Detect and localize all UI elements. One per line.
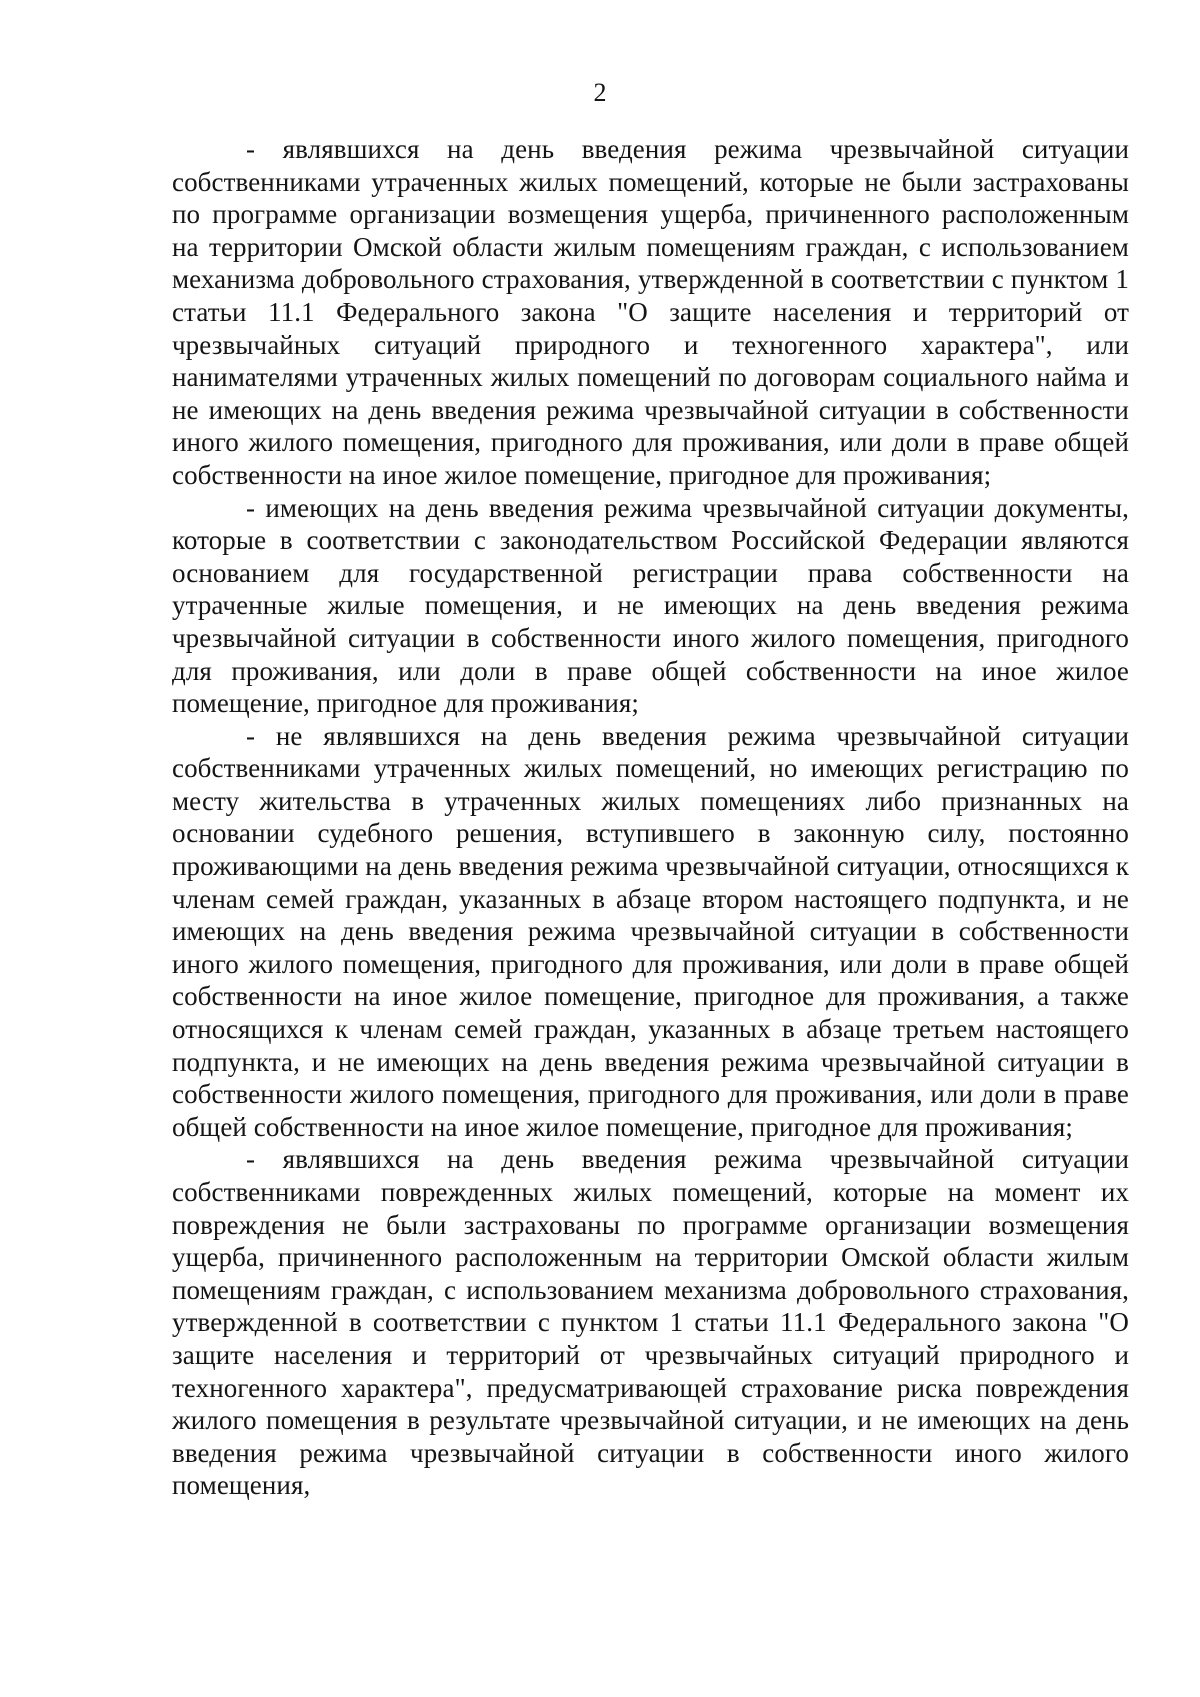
paragraph-4: - являвшихся на день введения режима чрезвычайной ситуации собственниками поврежденных жилых помещений, которые на момент их повреждения не были застрахованы по программе организации возмещения ущерба, причиненного расположенным на территории Омской области жилым помещениям граждан, с использованием механизма добровольного страхования, утвержденной в соответствии с пунктом 1 статьи 11.1 Федерального закона "О защите населения и территорий от чрезвычайных ситуаций природного и техногенного характера", предусматривающей страхование риска повреждения жилого помещения в результате чрезвычайной ситуации, и не имеющих на день введения режима чрезвычайной ситуации в собственности иного жилого помещения, <box>172 1144 1129 1501</box>
paragraph-2: - имеющих на день введения режима чрезвычайной ситуации документы, которые в соответствии с законодательством Российской Федерации являются основанием для государственной регистрации права собственности на утраченные жилые помещения, и не имеющих на день введения режима чрезвычайной ситуации в собственности иного жилого помещения, пригодного для проживания, или доли в праве общей собственности на иное жилое помещение, пригодное для проживания; <box>172 492 1129 719</box>
document-body <box>172 133 1129 1502</box>
paragraph-3: - не являвшихся на день введения режима чрезвычайной ситуации собственниками утраченных жилых помещений, но имеющих регистрацию по месту жительства в утраченных жилых помещениях либо признанных на основании судебного решения, вступившего в законную силу, постоянно проживающими на день введения режима чрезвычайной ситуации, относящихся к членам семей граждан, указанных в абзаце втором настоящего подпункта, и не имеющих на день введения режима чрезвычайной ситуации в собственности иного жилого помещения, пригодного для проживания, или доли в праве общей собственности на иное жилое помещение, пригодное для проживания, а также относящихся к членам семей граждан, указанных в абзаце третьем настоящего подпункта, и не имеющих на день введения режима чрезвычайной ситуации в собственности жилого помещения, пригодного для проживания, или доли в праве общей собственности на иное жилое помещение, пригодное для проживания; <box>172 720 1129 1142</box>
page-number: 2 <box>593 78 607 107</box>
paragraph-1: - являвшихся на день введения режима чрезвычайной ситуации собственниками утраченных жилых помещений, которые не были застрахованы по программе организации возмещения ущерба, причиненного расположенным на территории Омской области жилым помещениям граждан, с использованием механизма добровольного страхования, утвержденной в соответствии с пунктом 1 статьи 11.1 Федерального закона "О защите населения и территорий от чрезвычайных ситуаций природного и техногенного характера", или нанимателями утраченных жилых помещений по договорам социального найма и не имеющих на день введения режима чрезвычайной ситуации в собственности иного жилого помещения, пригодного для проживания, или доли в праве общей собственности на иное жилое помещение, пригодное для проживания; <box>172 134 1129 490</box>
